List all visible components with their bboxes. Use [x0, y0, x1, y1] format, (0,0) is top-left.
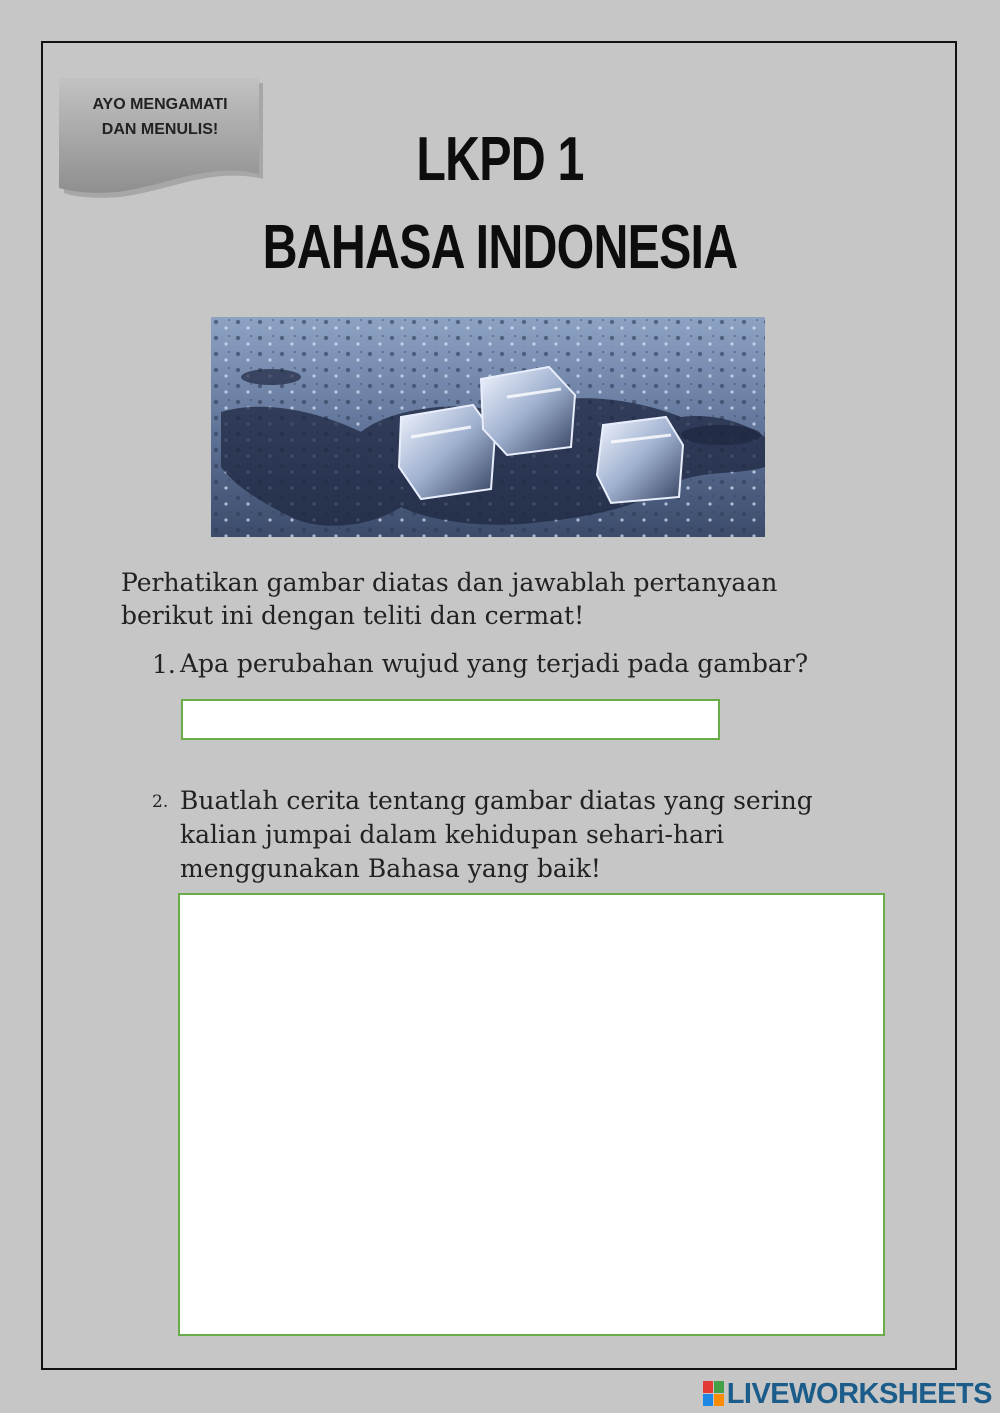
- intro-instruction: Perhatikan gambar diatas dan jawablah pertanyaan berikut ini dengan teliti dan cermat!: [121, 568, 778, 630]
- question-1-number: 1.: [152, 650, 176, 679]
- answer-2-box: [178, 893, 885, 1336]
- banner-line-1: AYO MENGAMATI: [92, 96, 228, 113]
- answer-1-input[interactable]: [183, 701, 718, 738]
- worksheet-title: LKPD 1: [416, 125, 584, 194]
- question-2-line-1: Buatlah cerita tentang gambar diatas yang sering: [180, 786, 813, 815]
- subject-title: BAHASA INDONESIA: [262, 213, 738, 282]
- answer-1-box: [181, 699, 720, 740]
- answer-2-textarea[interactable]: [180, 895, 883, 1334]
- question-2-line-3: menggunakan Bahasa yang baik!: [180, 854, 601, 883]
- ice-cubes-image: [211, 317, 765, 537]
- question-2-number: 2.: [152, 792, 169, 812]
- liveworksheets-brand: LIVEWORKSHEETS: [726, 1377, 992, 1410]
- liveworksheets-logo-icon: [703, 1381, 725, 1407]
- question-1-text: Apa perubahan wujud yang terjadi pada gambar?: [180, 649, 809, 678]
- liveworksheets-watermark: [703, 1379, 992, 1409]
- question-2-line-2: kalian jumpai dalam kehidupan sehari-hari: [180, 820, 724, 849]
- banner-line-2: DAN MENULIS!: [101, 121, 219, 138]
